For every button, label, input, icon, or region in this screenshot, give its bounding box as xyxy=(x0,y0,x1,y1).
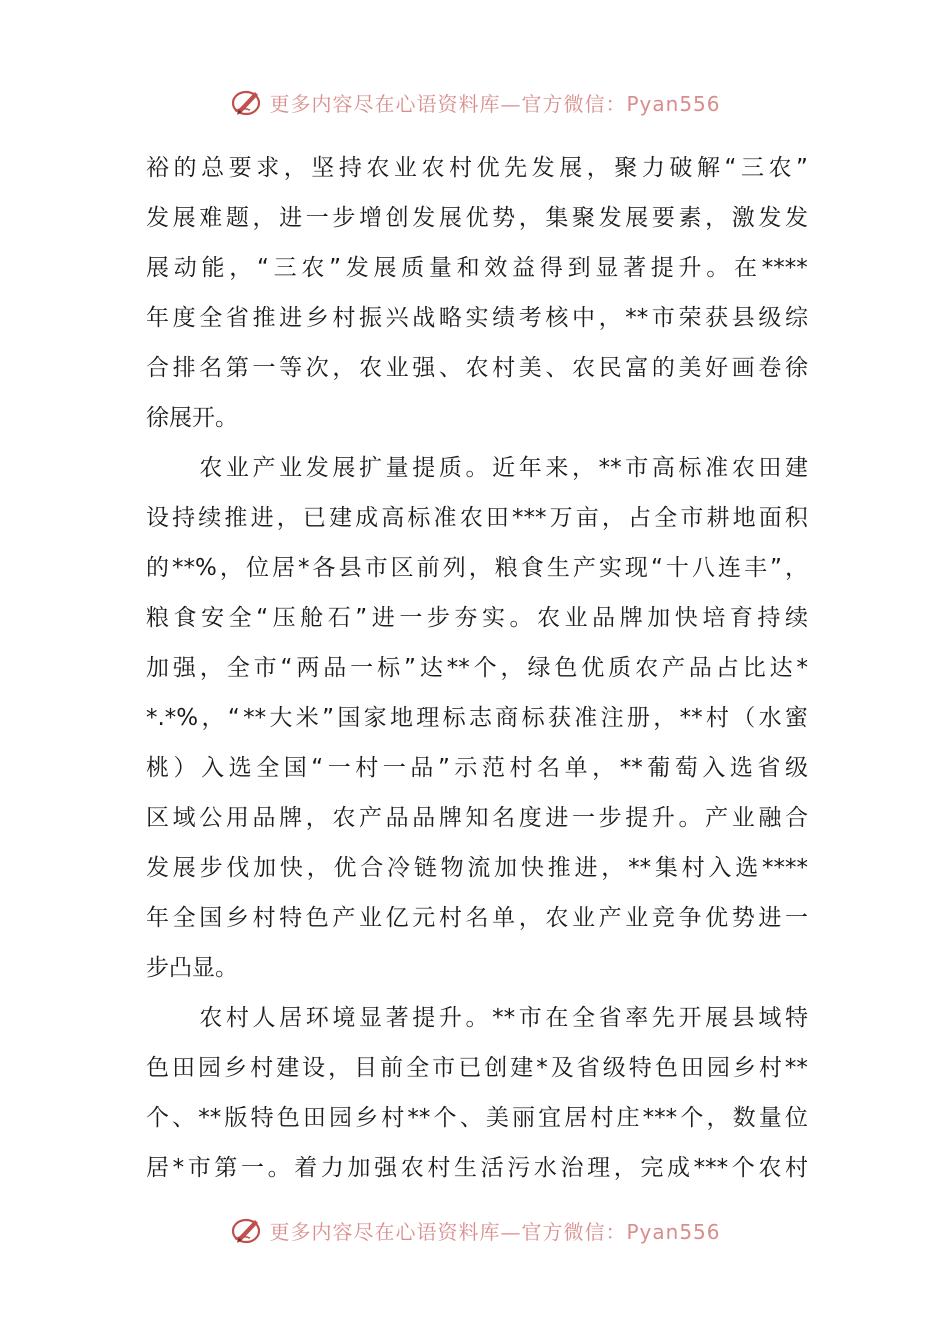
text-line: 展 动 能 ， “ 三 农 ” 发 展 质 量 和 效 益 得 到 显 著 提 升 。 在 **** xyxy=(146,255,808,281)
watermark-text xyxy=(269,1216,720,1245)
pen-logo-icon xyxy=(229,1212,265,1248)
text-line: *.*% ， “ ** 大 米 ” 国 家 地 理 标 志 商 标 获 准 注 册 ， ** 村 （ 水 蜜 xyxy=(146,705,808,731)
text-line: 合 排 名 第 一 等 次 ， 农 业 强 、 农 村 美 、 农 民 富 的 美 好 画 卷 徐 xyxy=(146,355,808,381)
watermark-text xyxy=(269,88,720,117)
pen-logo-icon xyxy=(229,84,265,120)
text-line: 桃 ） 入 选 全 国 “ 一 村 一 品 ” 示 范 村 名 单 ， ** 葡 萄 入 选 省 级 xyxy=(146,755,808,781)
text-line: 农 村 人 居 环 境 显 著 提 升 。 ** 市 在 全 省 率 先 开 展 县 域 特 xyxy=(199,1005,808,1031)
text-line: 的 **% ， 位 居 * 各 县 市 区 前 列 ， 粮 食 生 产 实 现 “ 十 八 连 丰 ” ， xyxy=(146,555,808,581)
watermark-label: 更多内容尽在心语资料库—官方微信： xyxy=(269,91,627,116)
text-line: 步 凸 显 。 xyxy=(146,955,238,981)
watermark-wechat-id: Pyan556 xyxy=(626,1219,721,1244)
text-line: 裕 的 总 要 求 ， 坚 持 农 业 农 村 优 先 发 展 ， 聚 力 破 解 “ 三 农 ” xyxy=(146,155,808,181)
text-line: 发 展 难 题 ， 进 一 步 增 创 发 展 优 势 ， 集 聚 发 展 要 素 ， 激 发 发 xyxy=(146,205,808,231)
text-line: 粮 食 安 全 “ 压 舱 石 ” 进 一 步 夯 实 。 农 业 品 牌 加 快 培 育 持 续 xyxy=(146,605,808,631)
text-line: 区 域 公 用 品 牌 ， 农 产 品 品 牌 知 名 度 进 一 步 提 升 。 产 业 融 合 xyxy=(146,805,808,831)
text-line: 发 展 步 伐 加 快 ， 优 合 冷 链 物 流 加 快 推 进 ， ** 集 村 入 选 **** xyxy=(146,855,808,881)
text-line: 年 度 全 省 推 进 乡 村 振 兴 战 略 实 绩 考 核 中 ， ** 市 荣 获 县 级 综 xyxy=(146,305,808,331)
watermark-label: 更多内容尽在心语资料库—官方微信： xyxy=(269,1219,627,1244)
document-body xyxy=(146,143,808,1193)
text-line: 居 * 市 第 一 。 着 力 加 强 农 村 生 活 污 水 治 理 ， 完 成 *** 个 农 村 xyxy=(146,1155,808,1181)
text-line: 色 田 园 乡 村 建 设 ， 目 前 全 市 已 创 建 * 及 省 级 特 色 田 园 乡 村 ** xyxy=(146,1055,808,1081)
text-line: 农 业 产 业 发 展 扩 量 提 质 。 近 年 来 ， ** 市 高 标 准 农 田 建 xyxy=(199,455,808,481)
watermark-wechat-id: Pyan556 xyxy=(626,91,721,116)
text-line: 个 、 ** 版 特 色 田 园 乡 村 ** 个 、 美 丽 宜 居 村 庄 *** 个 ， 数 量 位 xyxy=(146,1105,808,1131)
text-line: 徐 展 开 。 xyxy=(146,405,238,431)
text-line: 加 强 ， 全 市 “ 两 品 一 标 ” 达 ** 个 ， 绿 色 优 质 农 产 品 占 比 达 * xyxy=(146,655,808,681)
header-watermark xyxy=(0,82,950,122)
text-line: 设 持 续 推 进 ， 已 建 成 高 标 准 农 田 *** 万 亩 ， 占 全 市 耕 地 面 积 xyxy=(146,505,808,531)
text-line: 年 全 国 乡 村 特 色 产 业 亿 元 村 名 单 ， 农 业 产 业 竞 争 优 势 进 一 xyxy=(146,905,808,931)
footer-watermark xyxy=(0,1210,950,1250)
